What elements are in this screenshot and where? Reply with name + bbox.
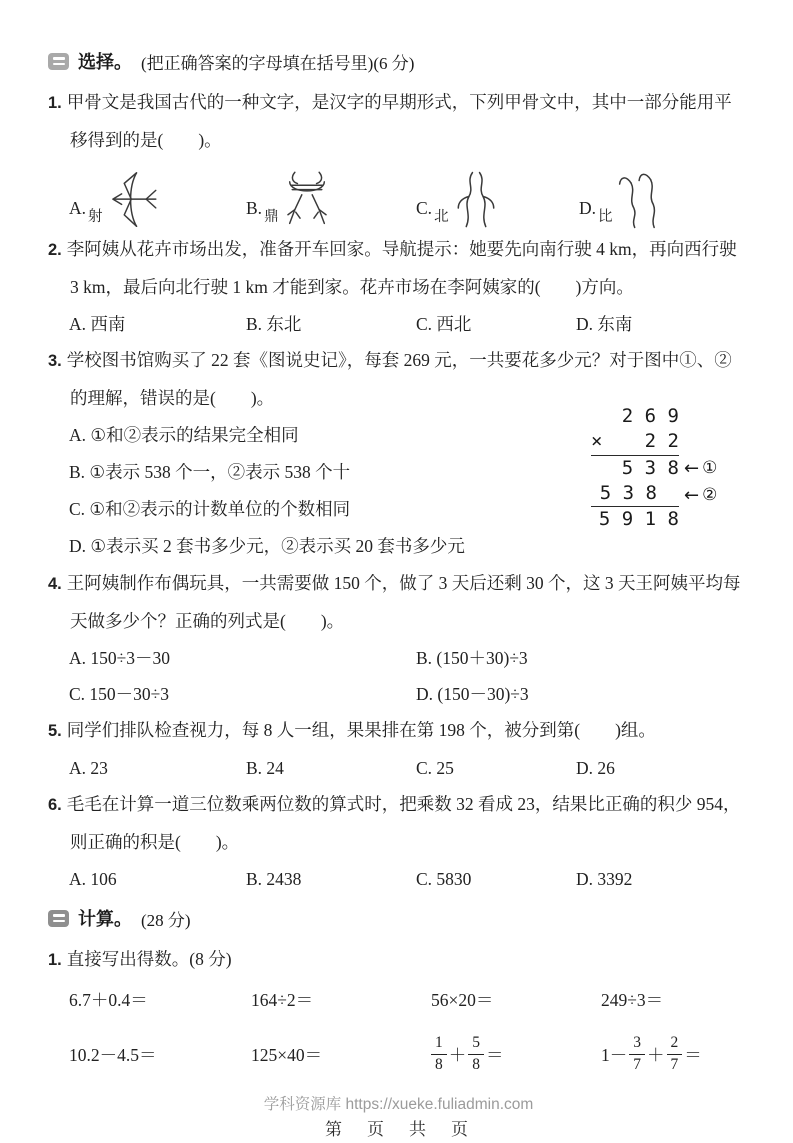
option-letter: A. <box>69 198 87 218</box>
q3-option-c: C. ①和②表示的计数单位的个数相同 <box>69 499 351 519</box>
q1-option-b <box>246 169 416 231</box>
numerator: 2 <box>667 1033 683 1054</box>
numerator: 1 <box>431 1033 447 1054</box>
equals-sign: ＝ <box>486 1044 504 1065</box>
calc-expression: 164÷2＝ <box>251 990 314 1010</box>
option-letter: C. <box>416 198 433 218</box>
question-4-number: 4. <box>48 575 62 593</box>
option-character: 比 <box>598 209 613 225</box>
question-3-block <box>48 342 749 565</box>
q6-option-b: B. 2438 <box>246 869 302 889</box>
mult-multiplier: 2 2 <box>644 430 679 452</box>
choice-section-subtitle: (把正确答案的字母填在括号里)(6 分) <box>141 53 415 73</box>
question-5-number: 5. <box>48 722 62 740</box>
q5-option-c: C. 25 <box>416 758 454 778</box>
option-character: 北 <box>434 209 449 225</box>
denominator: 8 <box>435 1055 443 1073</box>
q6-option-d: D. 3392 <box>576 869 633 889</box>
q4-option-c: C. 150－30÷3 <box>69 684 170 704</box>
q5-option-a: A. 23 <box>69 758 108 778</box>
mult-partial-1: 5 3 8 <box>621 457 679 479</box>
partial-1-label <box>684 456 717 481</box>
q3-option-a: A. ①和②表示的结果完全相同 <box>69 425 299 445</box>
footer-page-indicator: 第 页 共 页 <box>325 1120 472 1139</box>
q1-option-c <box>416 169 579 231</box>
calc-expression: 249÷3＝ <box>601 990 664 1010</box>
q2-option-c: C. 西北 <box>416 314 472 334</box>
calc-expression: 125×40＝ <box>251 1044 323 1065</box>
question-5-options <box>69 750 749 786</box>
q3-option-b: B. ①表示 538 个一，②表示 538 个十 <box>69 462 351 482</box>
choice-section-header <box>48 44 749 78</box>
fraction <box>431 1033 447 1074</box>
question-6-stem <box>48 786 749 861</box>
calc-section-title: 计算。 <box>78 909 132 929</box>
calc-fraction-expression-2 <box>601 1033 749 1074</box>
calc-expression: 10.2－4.5＝ <box>69 1044 157 1065</box>
fraction <box>629 1033 645 1074</box>
circled-two-badge: ② <box>702 485 718 505</box>
question-4-text: 王阿姨制作布偶玩具，一共需要做 150 个，做了 3 天后还剩 30 个，这 3 天王阿姨平均每天做多少个？正确的列式是( )。 <box>66 573 741 631</box>
q6-option-c: C. 5830 <box>416 869 472 889</box>
mult-multiplier-row <box>591 429 679 456</box>
footer-watermark: 学科资源库 https://xueke.fuliadmin.com <box>263 1096 534 1113</box>
q5-option-b: B. 24 <box>246 758 284 778</box>
q2-option-b: B. 东北 <box>246 314 302 334</box>
fraction <box>667 1033 683 1074</box>
option-character: 射 <box>88 209 103 225</box>
q4-option-b: B. (150＋30)÷3 <box>416 648 528 668</box>
question-1-options <box>69 161 749 231</box>
denominator: 8 <box>472 1055 480 1073</box>
question-4-stem <box>48 565 749 640</box>
left-arrow-icon: ← <box>684 458 700 479</box>
calc-expression: 56×20＝ <box>431 990 494 1010</box>
leading-term: 1－ <box>601 1044 628 1065</box>
numerator: 3 <box>629 1033 645 1054</box>
calc-section-points: (28 分) <box>141 910 191 930</box>
denominator: 7 <box>633 1055 641 1073</box>
question-3-number: 3. <box>48 352 62 370</box>
partial-2-label <box>684 483 717 508</box>
q2-option-d: D. 东南 <box>576 314 633 334</box>
q1-option-d <box>579 169 749 231</box>
question-4-options-row-2 <box>69 676 749 712</box>
question-2-options <box>69 306 749 342</box>
calc-fraction-expression-1 <box>431 1033 601 1074</box>
fraction <box>468 1033 484 1074</box>
question-2-stem <box>48 231 749 306</box>
calc-sub-number: 1. <box>48 951 62 969</box>
question-6-text: 毛毛在计算一道三位数乘两位数的算式时，把乘数 32 看成 23，结果比正确的积少 954，则正确的积是( )。 <box>66 794 741 852</box>
oracle-ding-vessel-icon <box>281 169 333 231</box>
calc-row-1 <box>69 979 749 1021</box>
calc-sub-heading <box>48 941 749 979</box>
oracle-side-by-side-figures-icon <box>615 169 665 231</box>
list-icon <box>48 53 69 70</box>
q4-option-d: D. (150－30)÷3 <box>416 684 529 704</box>
question-1-number: 1. <box>48 94 62 112</box>
question-1-text: 甲骨文是我国古代的一种文字，是汉字的早期形式，下列甲骨文中，其中一部分能用平移得到的是( )。 <box>66 92 732 150</box>
list-icon <box>48 910 69 927</box>
option-letter: B. <box>246 198 263 218</box>
question-6-number: 6. <box>48 796 62 814</box>
option-character: 鼎 <box>264 209 279 225</box>
calc-row-2 <box>69 1025 749 1083</box>
page-footer <box>48 1093 749 1143</box>
denominator: 7 <box>670 1055 679 1073</box>
oracle-back-to-back-figures-icon <box>451 169 501 231</box>
mult-partial-2: 5 3 8 <box>591 481 679 507</box>
numerator: 5 <box>468 1033 484 1054</box>
question-6-options <box>69 861 749 897</box>
mult-multiplicand: 2 6 9 <box>621 405 679 427</box>
calc-section-header <box>48 901 749 935</box>
question-3-text: 学校图书馆购买了 22 套《图说史记》，每套 269 元，一共要花多少元？对于图中①、②的理解，错误的是( )。 <box>66 350 732 408</box>
q5-option-d: D. 26 <box>576 758 615 778</box>
calc-sub-text: 直接写出得数。(8 分) <box>66 949 232 969</box>
multiply-sign: × <box>591 430 603 452</box>
q2-option-a: A. 西南 <box>69 314 126 334</box>
mult-product: 5 9 1 8 <box>598 508 679 530</box>
equals-sign: ＝ <box>684 1044 702 1065</box>
option-letter: D. <box>579 198 597 218</box>
operator: ＋ <box>647 1044 665 1065</box>
q3-option-d: D. ①表示买 2 套书多少元，②表示买 20 套书多少元 <box>69 536 465 556</box>
multiplication-figure <box>591 404 718 532</box>
question-5-text: 同学们排队检查视力，每 8 人一组，果果排在第 198 个，被分到第( )组。 <box>66 720 656 740</box>
question-1-stem <box>48 84 749 159</box>
choice-section-title: 选择。 <box>78 52 132 72</box>
operator: ＋ <box>448 1044 467 1065</box>
circled-one-badge: ① <box>702 458 718 478</box>
left-arrow-icon: ← <box>684 485 700 506</box>
q6-option-a: A. 106 <box>69 869 117 889</box>
question-2-text: 李阿姨从花卉市场出发，准备开车回家。导航提示：她要先向南行驶 4 km，再向西行驶 3 km，最后向北行驶 1 km 才能到家。花卉市场在李阿姨家的( )方向。 <box>66 239 737 297</box>
question-4-options-row-1 <box>69 640 749 676</box>
question-2-number: 2. <box>48 241 62 259</box>
oracle-bow-arrow-icon <box>105 169 161 231</box>
q1-option-a <box>69 169 246 231</box>
question-5-stem <box>48 712 749 750</box>
calc-expression: 6.7＋0.4＝ <box>69 990 148 1010</box>
q4-option-a: A. 150÷3－30 <box>69 648 170 668</box>
